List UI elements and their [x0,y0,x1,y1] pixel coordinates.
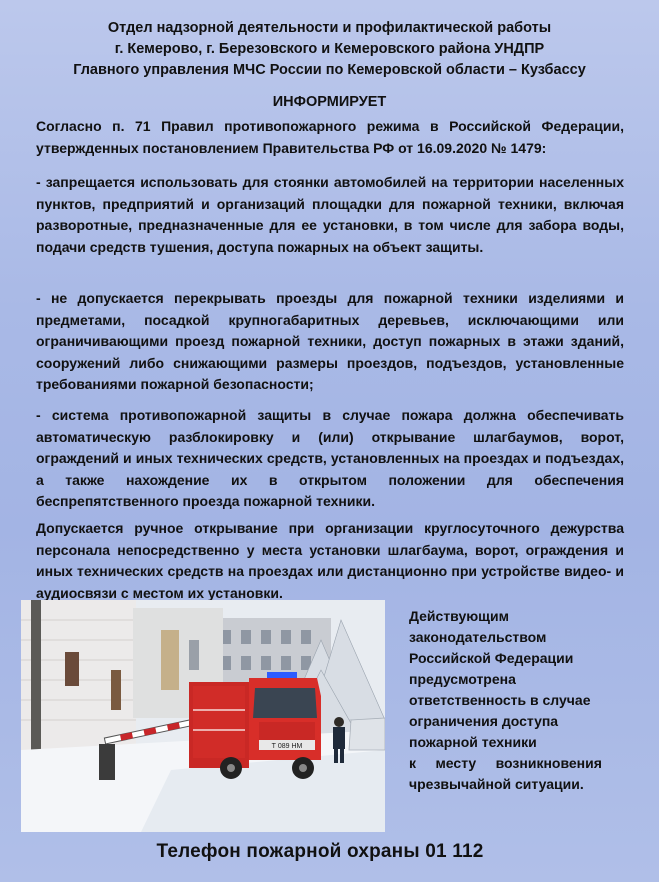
header [0,18,659,81]
side-line: пожарной техники [409,734,537,750]
informs-heading: ИНФОРМИРУЕТ [272,94,387,110]
side-line: ответственность в случае [409,692,591,708]
header-line-2: г. Кемерово, г. Березовского и Кемеровского района УНДПР [114,41,545,57]
responsibility-note [409,606,625,795]
header-line-3: Главного управления МЧС России по Кемеровской области – Кузбассу [73,62,586,78]
side-line: чрезвычайной ситуации. [409,776,584,792]
phone-footer: Телефон пожарной охраны 01 112 [156,841,484,862]
rule-item-1: - запрещается использовать для стоянки автомобилей на территории населенных пунктов, предприятий и организаций площадки для пожарной техники, включая разворотные, предназначенные для ее установки, в том числе для забора воды, подачи средств тушения, доступа пожарных на объект защиты. [36,174,624,255]
fire-truck-illustration [21,600,385,832]
side-line: ограничения доступа [409,713,559,729]
allowed-paragraph: Допускается ручное открывание при организации круглосуточного дежурства персонала непосредственно у места установки шлагбаума, ворот, ограждения и иных технических средств на проездах или дистанционно при устройстве видео- и аудиосвязи с местом их установки. [36,520,624,601]
truck-plate: Т 089 НМ [271,743,303,750]
side-line: Российской Федерации [409,650,574,666]
intro-paragraph: Согласно п. 71 Правил противопожарного режима в Российской Федерации, утвержденных постановлением Правительства РФ от 16.09.2020 № 1479: [36,118,624,156]
header-line-1: Отдел надзорной деятельности и профилактической работы [107,20,552,36]
side-line: законодательством [409,629,547,645]
fire-truck-photo [21,600,385,832]
rule-item-2: - не допускается перекрывать проезды для пожарной техники изделиями и предметами, посадкой крупногабаритных деревьев, исключающими или ограничивающими проезд пожарной техники, доступ пожарных в этажи зданий, сооружений либо снижающими размеры проездов, подъездов, установленные требованиями пожарной безопасности; [36,290,624,392]
side-line: Действующим [409,608,509,624]
side-line: предусмотрена [409,671,516,687]
rule-item-3: - система противопожарной защиты в случае пожара должна обеспечивать автоматическую разблокировку и (или) открывание шлагбаумов, ворот, ограждений и иных технических средств, установленных на проездах и подъездах, а также нахождение их в открытом положении для обеспечения беспрепятственного проезда пожарной техники. [36,407,624,509]
side-line: к месту возникновения [409,755,602,771]
